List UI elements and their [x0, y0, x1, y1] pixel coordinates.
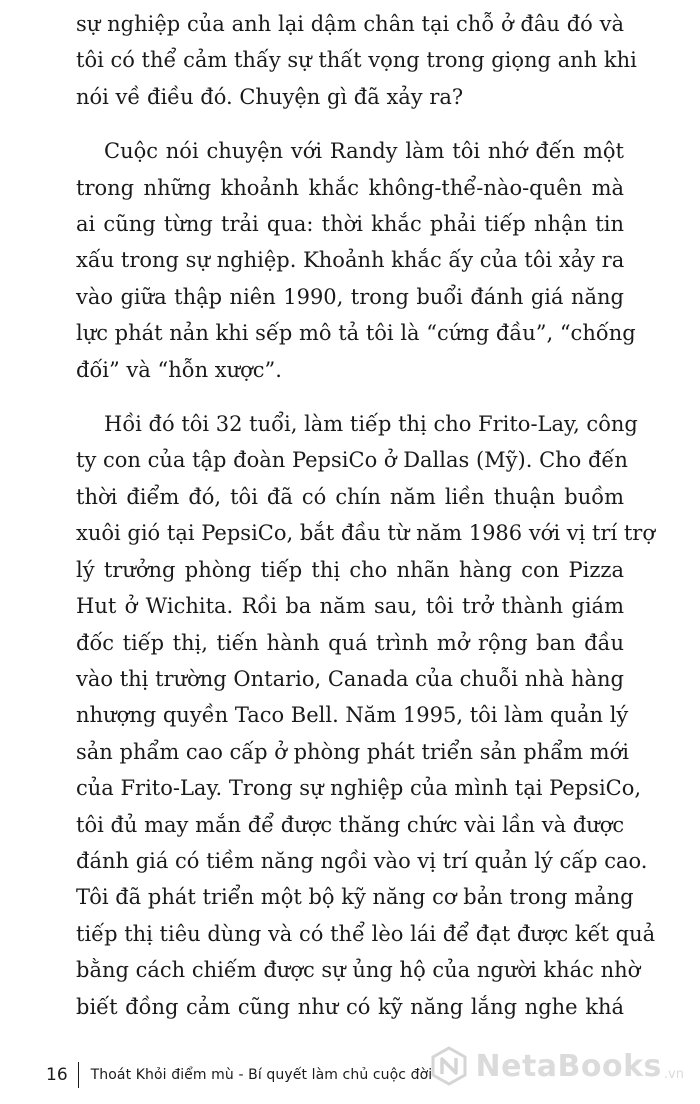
text-line: tôi đủ may mắn để được thăng chức vài lần và được [76, 812, 625, 837]
text-line: ai cũng từng trải qua: thời khắc phải tiếp nhận tin [76, 212, 624, 237]
watermark-suffix: .vn [663, 1067, 684, 1082]
text-line: thời điểm đó, tôi đã có chín năm liền thuận buồm [76, 484, 624, 509]
text-line: của Frito-Lay. Trong sự nghiệp của mình tại PepsiCo, [76, 776, 642, 801]
text-line: đốc tiếp thị, tiến hành quá trình mở rộng ban đầu [76, 630, 624, 655]
text-line: xuôi gió tại PepsiCo, bắt đầu từ năm 1986 với vị trí trợ [76, 521, 655, 546]
text-line: nhượng quyền Taco Bell. Năm 1995, tôi làm quản lý [76, 703, 629, 728]
text-line: vào thị trường Ontario, Canada của chuỗi nhà hàng [76, 666, 624, 691]
netabooks-logo-icon [429, 1046, 469, 1086]
paragraph [76, 6, 637, 115]
text-line: Hut ở Wichita. Rồi ba năm sau, tôi trở thành giám [76, 594, 624, 619]
text-line: Cuộc nói chuyện với Randy làm tôi nhớ đến một [104, 139, 624, 164]
text-line: Hồi đó tôi 32 tuổi, làm tiếp thị cho Frito-Lay, công [104, 412, 638, 437]
text-line: nói về điều đó. Chuyện gì đã xảy ra? [76, 84, 464, 109]
text-line: biết đồng cảm cũng như có kỹ năng lắng nghe khá [76, 994, 624, 1019]
text-line: lực phát nản khi sếp mô tả tôi là “cứng đầu”, “chống [76, 321, 636, 346]
book-title: Thoát Khỏi điểm mù - Bí quyết làm chủ cuộc đời [90, 1067, 433, 1083]
footer-divider [78, 1062, 79, 1088]
text-line: xấu trong sự nghiệp. Khoảnh khắc ấy của tôi xảy ra [76, 248, 625, 273]
page-body [76, 6, 656, 1043]
text-line: vào giữa thập niên 1990, trong buổi đánh giá năng [76, 284, 624, 309]
paragraph [76, 406, 656, 1025]
text-line: sự nghiệp của anh lại dậm chân tại chỗ ở đâu đó và [76, 12, 624, 36]
watermark-text: NetaBooks [475, 1048, 662, 1084]
text-line: bằng cách chiếm được sự ủng hộ của người khác nhờ [76, 958, 641, 983]
text-line: ty con của tập đoàn PepsiCo ở Dallas (Mỹ). Cho đến [76, 448, 628, 473]
text-line: Tôi đã phát triển một bộ kỹ năng cơ bản trong mảng [76, 885, 634, 910]
text-line: lý trưởng phòng tiếp thị cho nhãn hàng con Pizza [76, 557, 624, 582]
text-line: sản phẩm cao cấp ở phòng phát triển sản phẩm mới [76, 739, 629, 764]
text-line: đánh giá có tiềm năng ngồi vào vị trí quản lý cấp cao. [76, 848, 648, 873]
text-line: trong những khoảnh khắc không-thể-nào-quên mà [76, 175, 624, 200]
text-line: tôi có thể cảm thấy sự thất vọng trong giọng anh khi [76, 48, 637, 73]
text-line: đối” và “hỗn xược”. [76, 357, 282, 382]
paragraph [76, 133, 636, 388]
page-number: 16 [46, 1065, 68, 1085]
watermark [429, 1046, 684, 1086]
page-footer [46, 1062, 432, 1088]
text-line: tiếp thị tiêu dùng và có thể lèo lái để đạt được kết quả [76, 921, 656, 946]
